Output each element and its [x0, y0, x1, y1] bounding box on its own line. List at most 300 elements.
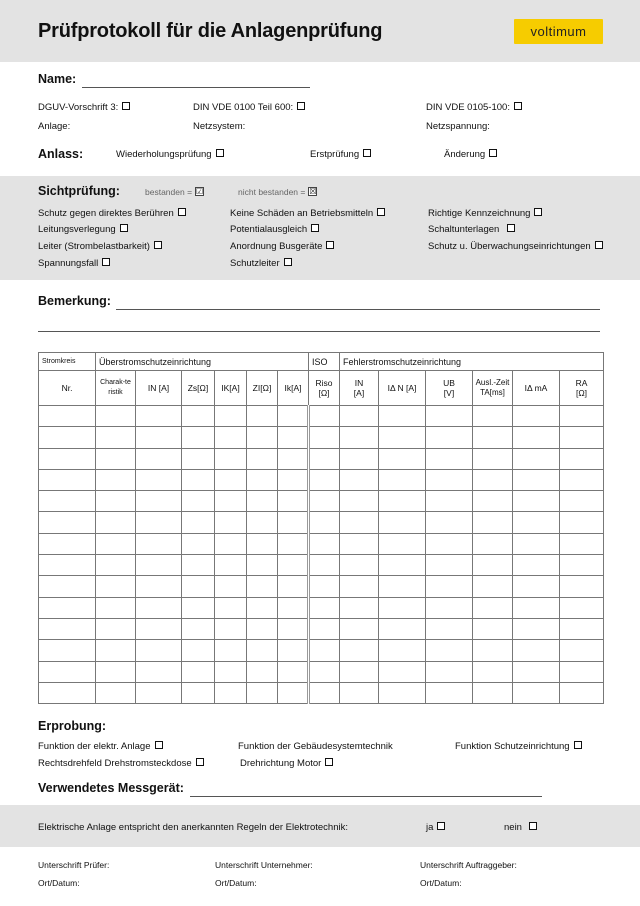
table-cell[interactable]	[278, 427, 309, 448]
sicht-item-label: Keine Schäden an Betriebsmitteln	[230, 208, 374, 219]
sicht-item	[38, 258, 110, 269]
table-cell[interactable]	[513, 640, 560, 661]
table-cell[interactable]	[473, 533, 513, 554]
anlass-option-erst	[310, 149, 371, 160]
table-cell[interactable]	[215, 597, 247, 618]
table-cell[interactable]	[39, 512, 96, 533]
erprobung-item-label: Funktion der Gebäudesystemtechnik	[238, 741, 393, 752]
table-cell[interactable]	[247, 555, 278, 576]
table-cell[interactable]	[136, 682, 182, 703]
group-stromkreis: Stromkreis	[39, 353, 96, 371]
table-cell[interactable]	[340, 618, 379, 639]
table-cell[interactable]	[278, 640, 309, 661]
table-cell[interactable]	[379, 491, 426, 512]
table-cell[interactable]	[473, 491, 513, 512]
table-cell[interactable]	[96, 597, 136, 618]
table-cell[interactable]	[309, 661, 340, 682]
sicht-item-label: Schutzleiter	[230, 258, 280, 269]
table-cell[interactable]	[136, 448, 182, 469]
table-cell[interactable]	[560, 406, 604, 427]
sicht-checkbox[interactable]	[326, 241, 334, 249]
table-cell[interactable]	[96, 427, 136, 448]
table-cell[interactable]	[513, 682, 560, 703]
sicht-item-label: Potentialausgleich	[230, 224, 308, 235]
table-cell[interactable]	[215, 555, 247, 576]
table-cell[interactable]	[379, 533, 426, 554]
table-cell[interactable]	[513, 533, 560, 554]
table-cell[interactable]	[278, 469, 309, 490]
table-cell[interactable]	[560, 427, 604, 448]
table-cell[interactable]	[379, 682, 426, 703]
sicht-item	[230, 224, 319, 235]
table-cell[interactable]	[513, 406, 560, 427]
table-cell[interactable]	[426, 491, 473, 512]
table-cell[interactable]	[247, 682, 278, 703]
table-cell[interactable]	[560, 597, 604, 618]
table-cell[interactable]	[309, 618, 340, 639]
conformity-text: Elektrische Anlage entspricht den anerkannten Regeln der Elektrotechnik:	[38, 822, 348, 833]
table-cell[interactable]	[340, 512, 379, 533]
table-cell[interactable]	[560, 491, 604, 512]
anlass-label: Anlass:	[38, 147, 84, 161]
table-cell[interactable]	[96, 640, 136, 661]
table-cell[interactable]	[340, 469, 379, 490]
table-cell[interactable]	[182, 512, 215, 533]
table-cell[interactable]	[473, 555, 513, 576]
table-cell[interactable]	[278, 406, 309, 427]
table-cell[interactable]	[247, 469, 278, 490]
col-in: IN [A]	[136, 371, 182, 406]
table-cell[interactable]	[247, 427, 278, 448]
anlass-aenderung-label: Änderung	[444, 149, 486, 160]
group-fehlerstrom: Fehlerstromschutzeinrichtung	[340, 353, 604, 371]
table-cell[interactable]	[215, 618, 247, 639]
table-cell[interactable]	[426, 618, 473, 639]
vde-0105-checkbox[interactable]	[514, 102, 522, 110]
table-cell[interactable]	[560, 448, 604, 469]
table-cell[interactable]	[473, 682, 513, 703]
table-cell[interactable]	[473, 576, 513, 597]
table-cell[interactable]	[182, 597, 215, 618]
erprobung-item-label: Funktion Schutzeinrichtung	[455, 741, 570, 752]
sicht-item	[428, 224, 515, 235]
table-cell[interactable]	[309, 469, 340, 490]
field-netzsystem: Netzsystem:	[193, 121, 246, 132]
erprobung-item	[38, 758, 204, 769]
table-cell[interactable]	[96, 576, 136, 597]
dguv-checkbox[interactable]	[122, 102, 130, 110]
table-row	[39, 469, 604, 490]
sicht-item	[428, 241, 603, 252]
table-cell[interactable]	[513, 661, 560, 682]
table-cell[interactable]	[96, 469, 136, 490]
table-cell[interactable]	[39, 427, 96, 448]
group-ueberstrom: Überstromschutzeinrichtung	[96, 353, 309, 371]
table-cell[interactable]	[340, 576, 379, 597]
table-cell[interactable]	[96, 406, 136, 427]
table-cell[interactable]	[215, 533, 247, 554]
table-cell[interactable]	[136, 640, 182, 661]
standard-dguv-label: DGUV-Vorschrift 3:	[38, 102, 119, 113]
table-cell[interactable]	[340, 682, 379, 703]
table-cell[interactable]	[379, 469, 426, 490]
table-cell[interactable]	[513, 512, 560, 533]
table-cell[interactable]	[379, 597, 426, 618]
standard-vde-0105-label: DIN VDE 0105-100:	[426, 102, 510, 113]
table-cell[interactable]	[379, 406, 426, 427]
table-cell[interactable]	[215, 576, 247, 597]
table-cell[interactable]	[309, 533, 340, 554]
table-cell[interactable]	[96, 533, 136, 554]
table-cell[interactable]	[136, 491, 182, 512]
table-row	[39, 406, 604, 427]
table-cell[interactable]	[473, 512, 513, 533]
table-cell[interactable]	[182, 661, 215, 682]
table-cell[interactable]	[215, 406, 247, 427]
sicht-item-label: Leiter (Strombelastbarkeit)	[38, 241, 150, 252]
table-cell[interactable]	[309, 682, 340, 703]
legend-pass	[145, 187, 204, 197]
table-cell[interactable]	[182, 682, 215, 703]
erprobung-checkbox[interactable]	[155, 741, 163, 749]
col-ub: UB [V]	[426, 371, 473, 406]
table-cell[interactable]	[379, 512, 426, 533]
table-cell[interactable]	[278, 448, 309, 469]
table-row	[39, 618, 604, 639]
sicht-item	[230, 258, 292, 269]
table-row	[39, 661, 604, 682]
table-cell[interactable]	[39, 448, 96, 469]
table-cell[interactable]	[39, 555, 96, 576]
table-cell[interactable]	[426, 448, 473, 469]
sicht-item-label: Schaltunterlagen	[428, 224, 500, 235]
table-cell[interactable]	[379, 640, 426, 661]
table-cell[interactable]	[136, 618, 182, 639]
table-cell[interactable]	[309, 512, 340, 533]
table-cell[interactable]	[560, 640, 604, 661]
table-row	[39, 491, 604, 512]
table-cell[interactable]	[96, 448, 136, 469]
sicht-item-label: Anordnung Busgeräte	[230, 241, 323, 252]
table-cell[interactable]	[182, 555, 215, 576]
table-cell[interactable]	[340, 406, 379, 427]
table-cell[interactable]	[39, 640, 96, 661]
table-cell[interactable]	[513, 491, 560, 512]
table-cell[interactable]	[513, 576, 560, 597]
yes-checkbox[interactable]	[437, 822, 445, 830]
table-cell[interactable]	[340, 661, 379, 682]
standard-vde-0105	[426, 102, 522, 113]
table-cell[interactable]	[39, 576, 96, 597]
table-cell[interactable]	[560, 576, 604, 597]
table-cell[interactable]	[96, 661, 136, 682]
table-cell[interactable]	[182, 427, 215, 448]
table-cell[interactable]	[340, 491, 379, 512]
anlass-erst-label: Erstprüfung	[310, 149, 360, 160]
table-cell[interactable]	[309, 555, 340, 576]
table-cell[interactable]	[215, 512, 247, 533]
table-cell[interactable]	[136, 427, 182, 448]
conformity-yes-label: ja	[426, 822, 434, 833]
table-cell[interactable]	[182, 640, 215, 661]
table-cell[interactable]	[340, 533, 379, 554]
col-in-fi: IN [A]	[340, 371, 379, 406]
table-cell[interactable]	[215, 491, 247, 512]
table-cell[interactable]	[513, 555, 560, 576]
erprobung-item-label: Rechtsdrehfeld Drehstromsteckdose	[38, 758, 192, 769]
table-cell[interactable]	[513, 448, 560, 469]
table-cell[interactable]	[379, 618, 426, 639]
table-cell[interactable]	[136, 576, 182, 597]
col-charakteristik: Charak-teristik	[96, 371, 136, 406]
name-label: Name:	[38, 72, 77, 86]
aenderung-checkbox[interactable]	[489, 149, 497, 157]
table-cell[interactable]	[39, 661, 96, 682]
table-row	[39, 555, 604, 576]
table-cell[interactable]	[560, 682, 604, 703]
table-cell[interactable]	[379, 555, 426, 576]
erprobung-checkbox[interactable]	[196, 758, 204, 766]
col-ausl-zeit: Ausl.-Zeit TA[ms]	[473, 371, 513, 406]
erprobung-checkbox[interactable]	[325, 758, 333, 766]
sicht-item	[428, 208, 542, 219]
table-cell[interactable]	[39, 406, 96, 427]
table-cell[interactable]	[560, 661, 604, 682]
table-cell[interactable]	[340, 597, 379, 618]
table-cell[interactable]	[278, 682, 309, 703]
sicht-checkbox[interactable]	[178, 208, 186, 216]
sicht-item	[230, 241, 334, 252]
field-netzspannung: Netzspannung:	[426, 121, 490, 132]
table-cell[interactable]	[379, 448, 426, 469]
table-cell[interactable]	[247, 618, 278, 639]
table-cell[interactable]	[182, 406, 215, 427]
sicht-checkbox[interactable]	[311, 224, 319, 232]
table-cell[interactable]	[473, 661, 513, 682]
table-cell[interactable]	[340, 640, 379, 661]
table-cell[interactable]	[247, 448, 278, 469]
table-cell[interactable]	[309, 406, 340, 427]
field-anlage: Anlage:	[38, 121, 71, 132]
table-cell[interactable]	[247, 491, 278, 512]
col-idma: IΔ mA	[513, 371, 560, 406]
table-cell[interactable]	[426, 406, 473, 427]
table-cell[interactable]	[473, 469, 513, 490]
bemerkung-field-1[interactable]	[116, 296, 600, 310]
sicht-checkbox[interactable]	[534, 208, 542, 216]
bemerkung-field-2[interactable]	[38, 318, 600, 332]
table-cell[interactable]	[426, 533, 473, 554]
sicht-checkbox[interactable]	[154, 241, 162, 249]
date-auftraggeber: Ort/Datum:	[420, 878, 462, 888]
table-cell[interactable]	[309, 597, 340, 618]
table-cell[interactable]	[278, 512, 309, 533]
table-cell[interactable]	[247, 533, 278, 554]
sicht-checkbox[interactable]	[595, 241, 603, 249]
table-cell[interactable]	[426, 640, 473, 661]
table-cell[interactable]	[136, 512, 182, 533]
table-cell[interactable]	[136, 661, 182, 682]
table-cell[interactable]	[182, 533, 215, 554]
table-cell[interactable]	[182, 491, 215, 512]
table-cell[interactable]	[560, 555, 604, 576]
table-cell[interactable]	[247, 406, 278, 427]
date-unternehmer: Ort/Datum:	[215, 878, 257, 888]
col-riso: Riso [Ω]	[309, 371, 340, 406]
table-cell[interactable]	[340, 555, 379, 576]
sicht-checkbox[interactable]	[120, 224, 128, 232]
table-cell[interactable]	[426, 576, 473, 597]
table-cell[interactable]	[426, 427, 473, 448]
table-cell[interactable]	[136, 469, 182, 490]
table-cell[interactable]	[379, 661, 426, 682]
table-cell[interactable]	[136, 533, 182, 554]
sicht-item	[230, 208, 385, 219]
sicht-checkbox[interactable]	[284, 258, 292, 266]
col-ik-lower: Ik[A]	[278, 371, 309, 406]
table-cell[interactable]	[215, 661, 247, 682]
table-cell[interactable]	[39, 682, 96, 703]
table-cell[interactable]	[96, 491, 136, 512]
table-cell[interactable]	[513, 427, 560, 448]
table-cell[interactable]	[39, 533, 96, 554]
erstpruefung-checkbox[interactable]	[363, 149, 371, 157]
table-cell[interactable]	[182, 576, 215, 597]
table-cell[interactable]	[182, 469, 215, 490]
table-cell[interactable]	[278, 555, 309, 576]
table-cell[interactable]	[278, 618, 309, 639]
sicht-checkbox[interactable]	[102, 258, 110, 266]
table-cell[interactable]	[39, 597, 96, 618]
table-cell[interactable]	[426, 597, 473, 618]
table-row	[39, 533, 604, 554]
sicht-checkbox[interactable]	[507, 224, 515, 232]
table-cell[interactable]	[215, 682, 247, 703]
table-cell[interactable]	[426, 682, 473, 703]
table-cell[interactable]	[426, 512, 473, 533]
table-cell[interactable]	[136, 597, 182, 618]
wiederholung-checkbox[interactable]	[216, 149, 224, 157]
table-cell[interactable]	[473, 406, 513, 427]
table-cell[interactable]	[560, 618, 604, 639]
table-cell[interactable]	[513, 597, 560, 618]
legend-pass-label: bestanden =	[145, 187, 193, 197]
conformity-yes	[426, 822, 445, 833]
erprobung-item	[38, 741, 163, 752]
col-idn: IΔ N [A]	[379, 371, 426, 406]
table-cell[interactable]	[136, 406, 182, 427]
erprobung-label: Erprobung:	[38, 719, 107, 733]
anlass-option-aenderung	[444, 149, 497, 160]
table-cell[interactable]	[96, 618, 136, 639]
table-cell[interactable]	[136, 555, 182, 576]
table-cell[interactable]	[96, 512, 136, 533]
table-cell[interactable]	[215, 427, 247, 448]
table-cell[interactable]	[215, 469, 247, 490]
table-cell[interactable]	[426, 661, 473, 682]
table-cell[interactable]	[247, 512, 278, 533]
table-cell[interactable]	[309, 491, 340, 512]
table-cell[interactable]	[278, 491, 309, 512]
conformity-no-label: nein	[504, 822, 522, 833]
table-cell[interactable]	[96, 555, 136, 576]
table-cell[interactable]	[278, 661, 309, 682]
table-cell[interactable]	[473, 427, 513, 448]
table-cell[interactable]	[247, 661, 278, 682]
col-zs: Zs[Ω]	[182, 371, 215, 406]
table-cell[interactable]	[473, 618, 513, 639]
table-cell[interactable]	[247, 640, 278, 661]
sicht-checkbox[interactable]	[377, 208, 385, 216]
sicht-item-label: Spannungsfall	[38, 258, 99, 269]
table-cell[interactable]	[379, 576, 426, 597]
table-cell[interactable]	[39, 469, 96, 490]
standard-vde-600-label: DIN VDE 0100 Teil 600:	[193, 102, 294, 113]
table-cell[interactable]	[309, 448, 340, 469]
table-row	[39, 597, 604, 618]
sicht-item	[38, 208, 186, 219]
table-cell[interactable]	[39, 491, 96, 512]
table-cell[interactable]	[473, 448, 513, 469]
table-cell[interactable]	[473, 597, 513, 618]
vde-600-checkbox[interactable]	[297, 102, 305, 110]
table-cell[interactable]	[278, 597, 309, 618]
table-cell[interactable]	[215, 640, 247, 661]
table-cell[interactable]	[560, 533, 604, 554]
sicht-item-label: Schutz u. Überwachungseinrichtungen	[428, 241, 591, 252]
table-cell[interactable]	[247, 576, 278, 597]
table-cell[interactable]	[215, 448, 247, 469]
table-cell[interactable]	[513, 618, 560, 639]
table-cell[interactable]	[426, 555, 473, 576]
table-cell[interactable]	[309, 576, 340, 597]
erprobung-item-label: Funktion der elektr. Anlage	[38, 741, 151, 752]
table-cell[interactable]	[473, 640, 513, 661]
col-ik: IK[A]	[215, 371, 247, 406]
table-cell[interactable]	[39, 618, 96, 639]
measurement-table	[38, 352, 604, 704]
table-cell[interactable]	[278, 576, 309, 597]
table-cell[interactable]	[560, 469, 604, 490]
table-cell[interactable]	[560, 512, 604, 533]
table-cell[interactable]	[309, 640, 340, 661]
page-title: Prüfprotokoll für die Anlagenprüfung	[38, 20, 383, 42]
table-cell[interactable]	[340, 448, 379, 469]
table-row	[39, 512, 604, 533]
signature-pruefer: Unterschrift Prüfer:	[38, 860, 110, 870]
sicht-item-label: Schutz gegen direktes Berühren	[38, 208, 174, 219]
standard-vde-600	[193, 102, 305, 113]
table-cell[interactable]	[309, 427, 340, 448]
legend-fail	[238, 187, 317, 197]
anlass-wiederholung-label: Wiederholungsprüfung	[116, 149, 212, 160]
sicht-item-label: Richtige Kennzeichnung	[428, 208, 531, 219]
erprobung-checkbox[interactable]	[574, 741, 582, 749]
messgeraet-field[interactable]	[190, 783, 542, 797]
table-cell[interactable]	[182, 448, 215, 469]
table-cell[interactable]	[182, 618, 215, 639]
table-cell[interactable]	[96, 682, 136, 703]
table-cell[interactable]	[426, 469, 473, 490]
sicht-item	[38, 241, 162, 252]
table-cell[interactable]	[379, 427, 426, 448]
table-cell[interactable]	[247, 597, 278, 618]
table-cell[interactable]	[278, 533, 309, 554]
no-checkbox[interactable]	[529, 822, 537, 830]
name-field[interactable]	[82, 74, 310, 88]
table-cell[interactable]	[340, 427, 379, 448]
table-cell[interactable]	[513, 469, 560, 490]
